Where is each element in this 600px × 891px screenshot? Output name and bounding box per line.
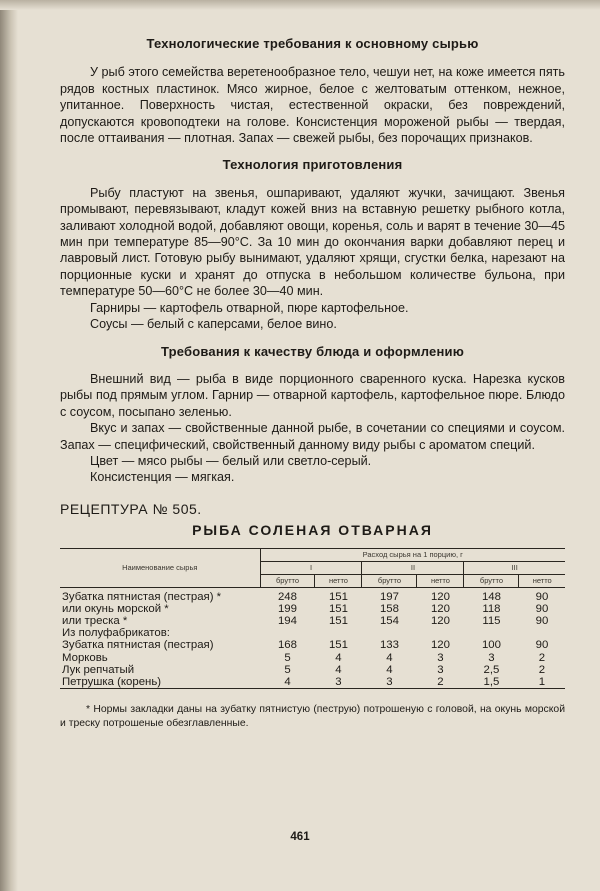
ingredient-amount: 90 <box>535 614 549 627</box>
ingredient-name: или треска * <box>62 614 128 627</box>
ingredient-amount: 4 <box>386 651 393 664</box>
table-row <box>60 676 565 689</box>
ingredient-amount: 4 <box>335 651 342 664</box>
raw-materials-text: У рыб этого семейства веретенообразное тело, чешуи нет, на коже имеется пять рядов костных пластинок. Мясо жирное, белое с желтоватым оттенком, нежное, упитанное. Поверхность чистая, естественной окраски, без повреждений, допускаются кровоподтеки на голове. Консистенция мороженой рыбы — твердая, после оттаивания — плотная. Запах — свежей рыбы, без порочащих признаков. <box>60 65 565 146</box>
page-binding-shadow <box>0 0 18 891</box>
ingredient-name: Морковь <box>62 651 108 664</box>
ingredient-name: Петрушка (корень) <box>62 675 162 688</box>
ingredient-amount <box>464 627 519 639</box>
ingredient-name: Лук репчатый <box>62 663 135 676</box>
ingredient-amount: 197 <box>379 590 399 603</box>
ingredient-amount: 4 <box>284 675 291 688</box>
recipe-number: РЕЦЕПТУРА № 505. <box>60 500 202 517</box>
section-title-quality: Требования к качеству блюда и оформлению <box>160 343 465 359</box>
page-number: 461 <box>290 831 310 843</box>
column-group-header: III <box>464 561 565 574</box>
ingredient-amount: 2 <box>437 675 444 688</box>
ingredient-amount: 3 <box>437 651 444 664</box>
table-row <box>60 639 565 651</box>
color-text: Цвет — мясо рыбы — белый или светло-серый. <box>90 453 372 468</box>
ingredient-amount: 120 <box>430 639 450 652</box>
appearance-text: Внешний вид — рыба в виде порционного сваренного куска. Нарезка кусков рыбы под прямым углом. Гарнир — отварной картофель, картофельное пюре. Блюдо с соусом, посыпано зеленью. <box>60 371 565 419</box>
section-title-preparation: Технология приготовления <box>222 157 403 173</box>
gross-header: брутто <box>362 574 417 587</box>
name-column-header: Наименование сырья <box>60 548 260 587</box>
ingredient-amount: 1,5 <box>483 675 500 688</box>
ingredient-amount: 194 <box>277 614 297 627</box>
ingredient-amount: 154 <box>379 614 399 627</box>
column-group-header: II <box>362 561 464 574</box>
consumption-header: Расход сырья на 1 порцию, г <box>260 548 565 561</box>
table-row <box>60 664 565 676</box>
ingredient-amount: 158 <box>379 602 399 615</box>
ingredient-amount: 5 <box>284 651 291 664</box>
recipe-table <box>60 548 565 690</box>
ingredient-amount: 148 <box>481 590 501 603</box>
garnish-text: Гарниры — картофель отварной, пюре картофельное. <box>90 300 409 315</box>
ingredient-name: Из полуфабрикатов: <box>62 627 170 640</box>
dish-title: РЫБА СОЛЕНАЯ ОТВАРНАЯ <box>192 522 433 539</box>
net-header: нетто <box>315 574 362 587</box>
net-header: нетто <box>417 574 464 587</box>
ingredient-amount <box>260 627 315 639</box>
ingredient-name: или окунь морской * <box>62 602 169 615</box>
ingredient-amount: 3 <box>335 675 342 688</box>
ingredient-amount <box>362 627 417 639</box>
ingredient-amount: 199 <box>277 602 297 615</box>
consistency-text: Консистенция — мягкая. <box>90 470 235 485</box>
table-row <box>60 615 565 627</box>
ingredient-amount: 2 <box>538 663 546 676</box>
net-header: нетто <box>519 574 565 587</box>
ingredient-amount: 151 <box>328 614 348 627</box>
ingredient-amount: 248 <box>277 590 297 603</box>
ingredient-amount: 2 <box>538 651 546 664</box>
ingredient-amount: 151 <box>328 639 348 652</box>
ingredient-amount: 2,5 <box>483 663 500 676</box>
table-row <box>60 627 565 639</box>
ingredient-amount: 115 <box>482 614 501 627</box>
recipe-footnote: * Нормы закладки даны на зубатку пятнистую (пеструю) потрошеную с головой, на окунь морской и треску потрошеные обезглавленные. <box>60 704 565 730</box>
section-title-raw-materials: Технологические требования к основному сырью <box>146 36 479 51</box>
ingredient-amount: 3 <box>386 675 393 688</box>
page-content <box>60 36 565 731</box>
ingredient-amount: 168 <box>277 639 297 652</box>
ingredient-amount: 1 <box>538 675 546 688</box>
ingredient-amount: 3 <box>437 663 444 676</box>
ingredient-amount: 90 <box>535 590 549 603</box>
preparation-text: Рыбу пластуют на звенья, ошпаривают, удаляют жучки, зачищают. Звенья промывают, перевязывают, кладут кожей вниз на вставную решетку рыбного котла, заливают холодной водой, добавляют овощи, коренья, соль и варят в течение 30—45 мин при температуре 85—90°С. За 10 мин до окончания варки добавляют перец и лавровый лист. Готовую рыбу вынимают, удаляют хрящи, сгустки белка, нарезают на порционные куски и хранят до отпуска в небольшом количестве бульона, при температуре 50—60°С не более 30—40 мин. <box>60 185 565 299</box>
ingredient-amount: 120 <box>430 614 450 627</box>
ingredient-name: Зубатка пятнистая (пестрая) <box>62 639 214 652</box>
ingredient-amount: 3 <box>488 651 495 664</box>
ingredient-name: Зубатка пятнистая (пестрая) * <box>62 590 222 603</box>
gross-header: брутто <box>260 574 315 587</box>
ingredient-amount: 118 <box>482 602 501 615</box>
table-row <box>60 587 565 603</box>
table-row <box>60 652 565 664</box>
gross-header: брутто <box>464 574 519 587</box>
page-top-shadow <box>0 0 600 10</box>
ingredient-amount: 5 <box>284 663 291 676</box>
ingredient-amount: 120 <box>430 590 450 603</box>
ingredient-amount: 151 <box>328 590 348 603</box>
ingredient-amount: 100 <box>481 639 501 652</box>
ingredient-amount: 4 <box>386 663 393 676</box>
table-row <box>60 603 565 615</box>
ingredient-amount <box>519 627 565 639</box>
ingredient-amount: 4 <box>335 663 342 676</box>
ingredient-amount: 90 <box>535 602 549 615</box>
ingredient-amount: 90 <box>535 639 549 652</box>
column-group-header: I <box>260 561 362 574</box>
ingredient-amount: 151 <box>328 602 348 615</box>
taste-smell-text: Вкус и запах — свойственные данной рыбе, в сочетании со специями и соусом. Запах — специфический, свойственный данному виду рыбы с ароматом специй. <box>60 421 565 452</box>
sauces-text: Соусы — белый с каперсами, белое вино. <box>90 317 337 332</box>
ingredient-amount: 120 <box>430 602 450 615</box>
ingredient-amount <box>315 627 362 639</box>
ingredient-amount <box>417 627 464 639</box>
ingredient-amount: 133 <box>379 639 399 652</box>
